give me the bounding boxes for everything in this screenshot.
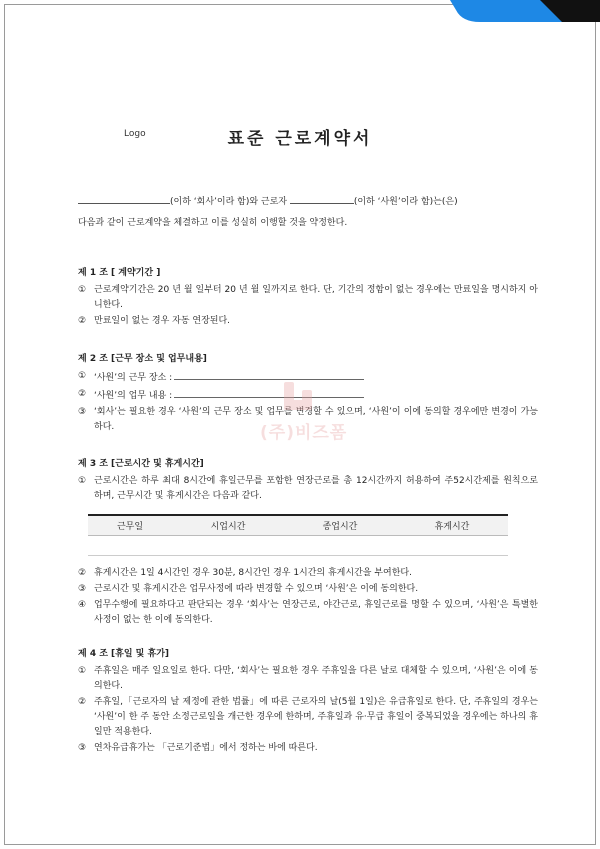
list-item: ① 근로시간은 하루 최대 8시간에 휴일근무를 포함한 연장근로를 총 12시간까지 허용하여 주52시간제를 원칙으로 하며, 근무시간 및 휴게시간은 다음과 같다. [78, 476, 538, 501]
table-cell[interactable] [88, 535, 172, 555]
worker-name-blank[interactable] [290, 193, 354, 204]
list-item: ② 주휴일,「근로자의 날 제정에 관한 법률」에 따른 근로자의 날(5월 1일)은 유급휴일로 한다. 단, 주휴일의 경우는 ‘사원’이 한 주 동안 소정근로일을 개근한 경우에 한하며, 주휴일과 유·무급 휴일이 중복되었을 경우에는 하나의 휴일만 적용한다. [78, 697, 538, 737]
list-item: ① 주휴일은 매주 일요일로 한다. 다만, ‘회사’는 필요한 경우 주휴일을 다른 날로 대체할 수 있으며, ‘사원’은 이에 동의한다. [78, 666, 538, 691]
bizform-logo-icon [278, 378, 318, 418]
list-item: ④ 업무수행에 필요하다고 판단되는 경우 ‘회사’는 연장근로, 야간근로, 휴일근로를 명할 수 있으며, ‘사원’은 특별한 사정이 없는 한 이에 동의한다. [78, 599, 538, 625]
article-title: 제 3 조 [근로시간 및 휴게시간] [78, 459, 204, 469]
document-title: 표준 근로계약서 [227, 129, 373, 149]
list-item: ① ‘사원’의 근무 장소 : [78, 369, 538, 386]
list-item: ③ ‘회사’는 필요한 경우 ‘사원’의 근무 장소 및 업무를 변경할 수 있으며, ‘사원’이 이에 동의할 경우에만 변경이 가능하다. [78, 407, 538, 432]
list-item: ① 근로계약기간은 20 년 월 일부터 20 년 월 일까지로 한다. 단, 기간의 정함이 없는 경우에는 만료일을 명시하지 아니한다. [78, 285, 538, 310]
table-header: 휴게시간 [396, 515, 508, 535]
watermark-text: (주)비즈폼 [260, 423, 348, 443]
list-item: ③ 근로시간 및 휴게시간은 업무사정에 따라 변경할 수 있으며 ‘사원’은 이에 동의한다. [78, 583, 419, 594]
article-title: 제 2 조 [근무 장소 및 업무내용] [78, 354, 207, 364]
company-name-blank[interactable] [78, 193, 170, 204]
article-1 [78, 265, 538, 330]
table-header: 시업시간 [172, 515, 284, 535]
table-header: 종업시간 [284, 515, 396, 535]
table-row [88, 535, 508, 555]
list-item: ② 휴게시간은 1일 4시간인 경우 30분, 8시간인 경우 1시간의 휴게시간을 부여한다. [78, 567, 412, 578]
watermark [260, 378, 347, 443]
intro-line2: 다음과 같이 근로계약을 체결하고 이를 성실히 이행할 것을 약정한다. [78, 218, 348, 228]
table-cell[interactable] [284, 535, 396, 555]
intro-line1-b: (이하 ‘사원’이라 함)는(은) [353, 197, 458, 207]
working-hours-table [88, 514, 508, 556]
article-title: 제 4 조 [휴일 및 휴가] [78, 649, 170, 659]
intro-line1-a: (이하 ‘회사’이라 함)와 근로자 [170, 197, 287, 207]
article-title: 제 1 조 [ 계약기간 ] [78, 268, 161, 278]
table-header: 근무일 [88, 515, 172, 535]
corner-decoration [450, 0, 600, 22]
intro-paragraph [78, 192, 538, 234]
article-3 [78, 456, 538, 629]
logo-text: Logo [124, 129, 146, 139]
list-item: ③ 연차유급휴가는 「근로기준법」에서 정하는 바에 따른다. [78, 743, 318, 753]
table-cell[interactable] [396, 535, 508, 555]
article-4 [78, 646, 538, 757]
list-item: ② ‘사원’의 업무 내용 : [78, 387, 538, 404]
table-cell[interactable] [172, 535, 284, 555]
list-item: ② 만료일이 없는 경우 자동 연장된다. [78, 316, 231, 326]
